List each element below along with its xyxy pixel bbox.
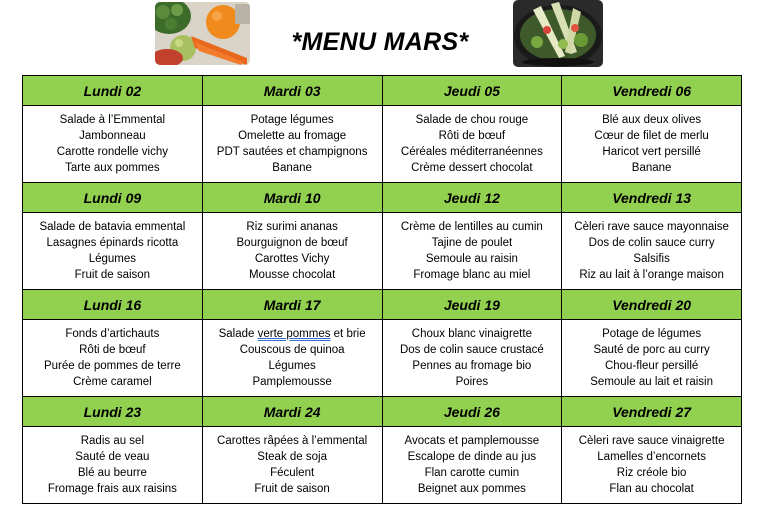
day-header: Vendredi 20	[562, 290, 742, 320]
dishes-row	[23, 320, 742, 397]
dish-item: Omelette au fromage	[238, 129, 347, 142]
dish-item: Fromage blanc au miel	[413, 269, 531, 282]
dish-item: Blé au beurre	[77, 467, 147, 479]
day-header: Vendredi 13	[562, 183, 742, 213]
dish-item: Carottes râpées à l’emmental	[217, 434, 368, 447]
dish-item: Crème de lentilles au cumin	[400, 220, 543, 233]
day-header-row	[23, 290, 742, 320]
dish-item: Salsifis	[633, 253, 670, 265]
spellcheck-underline: verte pommes	[257, 327, 331, 340]
dish-item: Semoule au lait et raisin	[590, 376, 713, 389]
dishes-cell	[562, 213, 742, 290]
dish-item: Fonds d’artichauts	[65, 327, 160, 340]
dish-item: Chou-fleur persillé	[604, 360, 699, 372]
dish-item: Salade de chou rouge	[415, 113, 529, 126]
dish-item: Carottes Vichy	[254, 253, 330, 265]
dish-item: Salade verte pommes et brie	[218, 327, 366, 340]
dish-item: Sauté de porc au curry	[593, 343, 710, 356]
dish-item: Fromage frais aux raisins	[47, 483, 177, 496]
dishes-cell	[202, 213, 382, 290]
dish-item: Jambonneau	[79, 129, 146, 142]
dish-item: Fruit de saison	[74, 269, 151, 282]
dish-item: Sauté de veau	[75, 450, 150, 463]
dish-item: Légumes	[88, 253, 137, 265]
dishes-cell	[202, 427, 382, 504]
dish-item: Radis au sel	[80, 434, 145, 447]
day-header: Mardi 03	[202, 76, 382, 106]
dish-item: Céréales méditerranéennes	[400, 146, 543, 158]
dish-item: Mousse chocolat	[248, 269, 336, 282]
dish-item: Tarte aux pommes	[65, 162, 160, 175]
dishes-cell	[23, 106, 203, 183]
day-header: Lundi 16	[23, 290, 203, 320]
dishes-cell	[382, 106, 562, 183]
dishes-cell	[382, 427, 562, 504]
dish-item: Steak de soja	[257, 450, 327, 463]
dishes-cell	[202, 320, 382, 397]
dish-item: Crème caramel	[73, 376, 152, 389]
dishes-cell	[562, 106, 742, 183]
dishes-cell	[562, 427, 742, 504]
dish-item: Banane	[272, 162, 312, 175]
day-header: Lundi 09	[23, 183, 203, 213]
day-header: Jeudi 05	[382, 76, 562, 106]
day-header: Vendredi 06	[562, 76, 742, 106]
menu-table	[22, 75, 742, 504]
dish-item: Pennes au fromage bio	[412, 360, 532, 372]
dish-item: Flan carotte cumin	[424, 467, 520, 479]
day-header: Lundi 23	[23, 397, 203, 427]
day-header: Jeudi 12	[382, 183, 562, 213]
dish-item: Choux blanc vinaigrette	[411, 327, 532, 340]
dish-item: Crème dessert chocolat	[411, 162, 533, 175]
dish-item: Cœur de filet de merlu	[594, 129, 709, 142]
day-header: Mardi 24	[202, 397, 382, 427]
dish-item: Tajine de poulet	[431, 236, 513, 249]
dish-item: Salade à l’Emmental	[59, 113, 166, 126]
dish-item: Potage de légumes	[602, 327, 702, 340]
dish-item: Fruit de saison	[254, 483, 330, 496]
dishes-row	[23, 213, 742, 290]
dish-item: Riz surimi ananas	[246, 220, 338, 233]
dish-item: Beignet aux pommes	[417, 483, 526, 496]
dish-item: Féculent	[270, 467, 315, 479]
dish-item: Riz au lait à l’orange maison	[579, 269, 724, 282]
dish-item: Blé aux deux olives	[602, 113, 702, 126]
dish-item: Haricot vert persillé	[602, 146, 701, 158]
day-header-row	[23, 397, 742, 427]
dish-item: Semoule au raisin	[425, 253, 518, 265]
day-header: Lundi 02	[23, 76, 203, 106]
dishes-cell	[23, 427, 203, 504]
dish-item: Escalope de dinde au jus	[407, 450, 537, 463]
dish-item: Rôti de bœuf	[79, 343, 146, 356]
dishes-cell	[382, 213, 562, 290]
dish-item: Poires	[455, 376, 489, 389]
dish-item: Salade de batavia emmental	[39, 220, 186, 233]
dish-item: Cèleri rave sauce mayonnaise	[574, 220, 729, 233]
dish-item: Potage légumes	[250, 113, 334, 126]
day-header: Mardi 17	[202, 290, 382, 320]
dish-item: Bourguignon de bœuf	[236, 236, 348, 249]
dishes-cell	[23, 213, 203, 290]
dishes-cell	[382, 320, 562, 397]
day-header-row	[23, 76, 742, 106]
dish-item: Dos de colin sauce crustacé	[399, 343, 544, 356]
dishes-cell	[562, 320, 742, 397]
dishes-cell	[23, 320, 203, 397]
dishes-row	[23, 106, 742, 183]
dish-item: Purée de pommes de terre	[43, 360, 181, 372]
dish-item: Lamelles d’encornets	[597, 450, 706, 463]
dish-item: Pamplemousse	[252, 376, 332, 389]
dish-item: Flan au chocolat	[609, 483, 694, 496]
dish-item: Couscous de quinoa	[239, 343, 345, 356]
dish-item: Légumes	[268, 360, 316, 372]
dishes-cell	[202, 106, 382, 183]
dish-item: Avocats et pamplemousse	[404, 434, 540, 447]
day-header: Mardi 10	[202, 183, 382, 213]
menu-title: *MENU MARS*	[291, 28, 469, 56]
dish-item: Lasagnes épinards ricotta	[46, 236, 179, 249]
dish-item: Rôti de bœuf	[438, 129, 506, 142]
day-header: Jeudi 26	[382, 397, 562, 427]
day-header: Jeudi 19	[382, 290, 562, 320]
dish-item: Banane	[631, 162, 672, 175]
dish-item: Cèleri rave sauce vinaigrette	[578, 434, 725, 447]
dishes-row	[23, 427, 742, 504]
dish-item: PDT sautées et champignons	[216, 146, 368, 158]
day-header: Vendredi 27	[562, 397, 742, 427]
day-header-row	[23, 183, 742, 213]
dish-item: Dos de colin sauce curry	[588, 236, 715, 249]
dish-item: Carotte rondelle vichy	[56, 146, 168, 158]
dish-item: Riz créole bio	[616, 467, 687, 479]
